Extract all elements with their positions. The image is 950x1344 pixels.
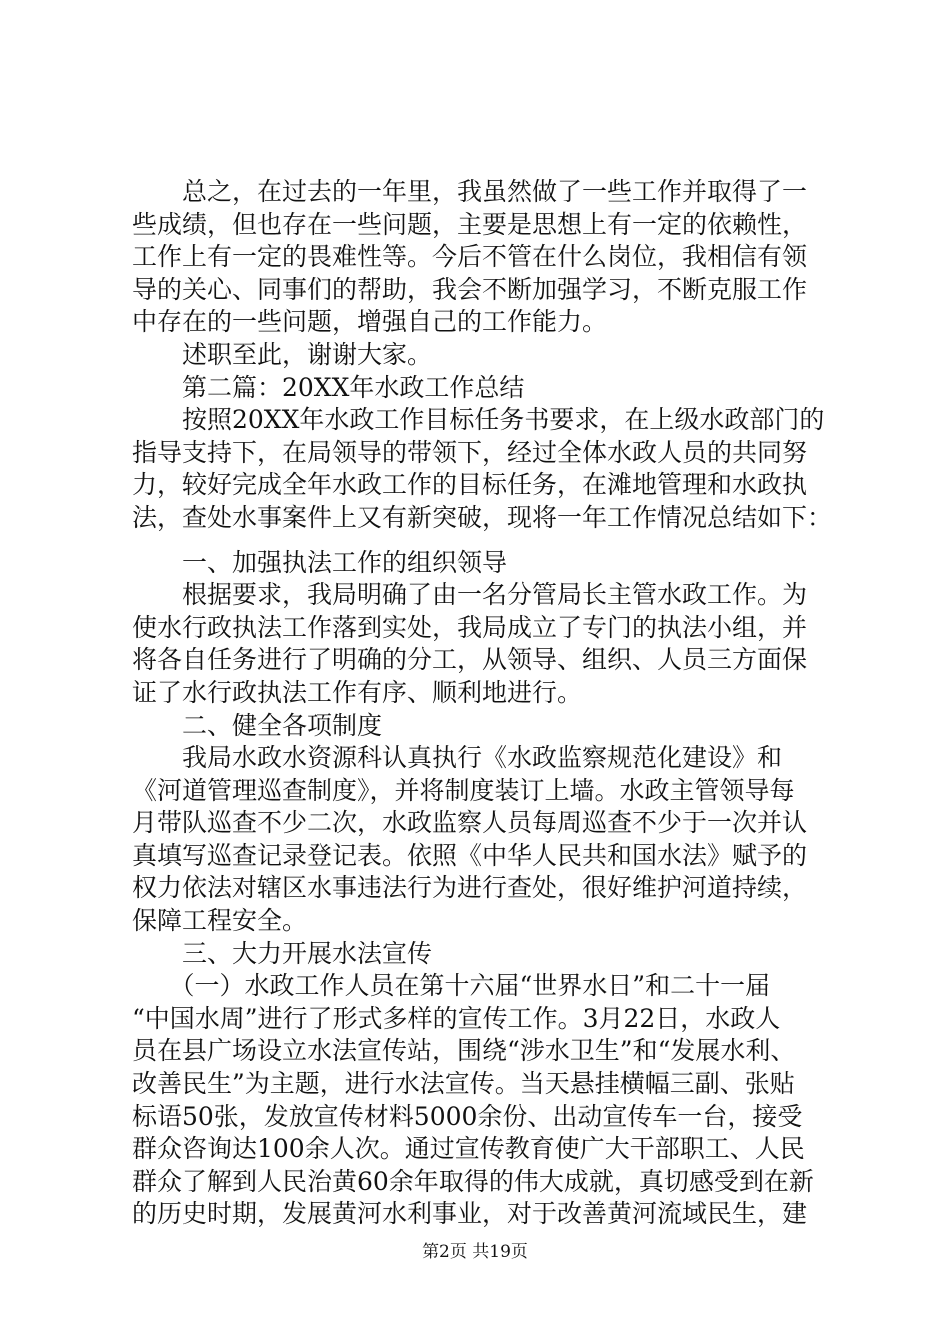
text-line: 员在县广场设立水法宣传站，围绕“涉水卫生”和“发展水利、 bbox=[132, 1036, 796, 1066]
text-line: “中国水周”进行了形式多样的宣传工作。3月22日，水政人 bbox=[132, 1003, 781, 1033]
text-line: 将各自任务进行了明确的分工，从领导、组织、人员三方面保 bbox=[132, 645, 808, 675]
text-line: 我局水政水资源科认真执行《水政监察规范化建设》和 bbox=[132, 743, 783, 773]
text-line: 月带队巡查不少二次，水政监察人员每周巡查不少于一次并认 bbox=[132, 808, 808, 838]
text-line: 改善民生”为主题，进行水法宣传。当天悬挂横幅三副、张贴 bbox=[132, 1069, 795, 1099]
section-heading-1: 一、加强执法工作的组织领导 bbox=[132, 547, 508, 577]
text-line: 使水行政执法工作落到实处，我局成立了专门的执法小组，并 bbox=[132, 612, 808, 642]
text-line: 的历史时期，发展黄河水利事业，对于改善黄河流域民生，建 bbox=[132, 1199, 808, 1229]
text-line: 指导支持下，在局领导的带领下，经过全体水政人员的共同努 bbox=[132, 437, 808, 467]
text-line: 《河道管理巡查制度》，并将制度装订上墙。水政主管领导每 bbox=[132, 775, 795, 805]
document-body bbox=[132, 176, 834, 1231]
text-line: 总之，在过去的一年里，我虽然做了一些工作并取得了一 bbox=[132, 177, 808, 206]
text-line: 保障工程安全。 bbox=[132, 906, 308, 936]
text-line: 中存在的一些问题，增强自己的工作能力。 bbox=[132, 307, 608, 337]
text-line: 真填写巡查记录登记表。依照《中华人民共和国水法》赋予的 bbox=[132, 840, 808, 870]
text-line: （一）水政工作人员在第十六届“世界水日”和二十一届 bbox=[132, 971, 771, 1001]
text-line: 按照20XX年水政工作目标任务书要求，在上级水政部门的 bbox=[132, 405, 825, 435]
text-line: 导的关心、同事们的帮助，我会不断加强学习，不断克服工作 bbox=[132, 274, 808, 304]
section-heading-2: 二、健全各项制度 bbox=[132, 710, 383, 740]
text-line: 工作上有一定的畏难性等。今后不管在什么岗位，我相信有领 bbox=[132, 242, 808, 272]
section-heading-3: 三、大力开展水法宣传 bbox=[132, 938, 433, 968]
text-line: 群众了解到人民治黄60余年取得的伟大成就，真切感受到在新 bbox=[132, 1166, 814, 1196]
text-line: 力，较好完成全年水政工作的目标任务，在滩地管理和水政执 bbox=[132, 470, 808, 500]
text-line: 群众咨询达100余人次。通过宣传教育使广大干部职工、人民 bbox=[132, 1134, 805, 1164]
chapter-heading: 第二篇：20XX年水政工作总结 bbox=[132, 372, 525, 402]
text-line: 根据要求，我局明确了由一名分管局长主管水政工作。为 bbox=[132, 580, 808, 610]
page-number-footer: 第2页 共19页 bbox=[422, 1242, 528, 1262]
closing-line: 述职至此，谢谢大家。 bbox=[132, 339, 433, 369]
text-line: 权力依法对辖区水事违法行为进行查处，很好维护河道持续， bbox=[132, 873, 808, 903]
text-line: 法，查处水事案件上又有新突破，现将一年工作情况总结如下： bbox=[132, 502, 833, 532]
text-line: 标语50张，发放宣传材料5000余份、出动宣传车一台，接受 bbox=[132, 1101, 803, 1131]
text-line: 些成绩，但也存在一些问题，主要是思想上有一定的依赖性， bbox=[132, 209, 808, 239]
text-line: 证了水行政执法工作有序、顺利地进行。 bbox=[132, 677, 583, 707]
